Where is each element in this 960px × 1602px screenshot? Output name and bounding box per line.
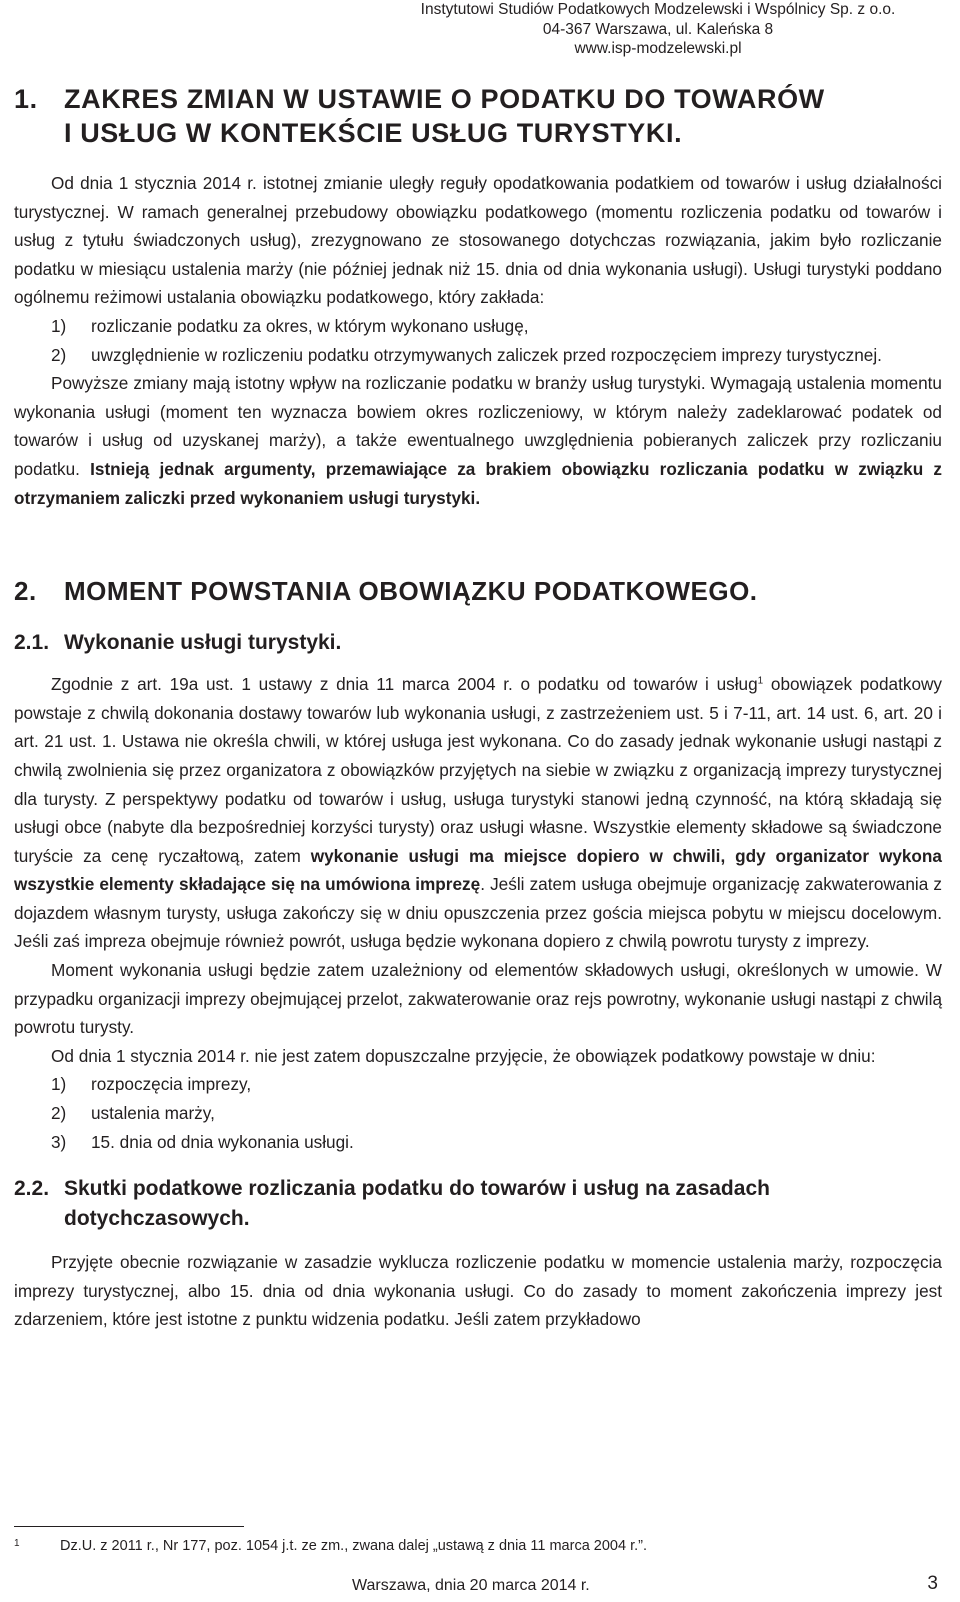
paragraph-bold-text: wykonanie usługi ma miejsce dopiero w chwili, gdy organizator wykona wszystkie elementy składające się na umówiona imprezę [14,845,942,895]
section-2-1-title: Wykonanie usługi turystyki. [64,631,342,655]
section-1-heading [14,82,942,150]
list-item [14,341,942,370]
section-1-title-line2: I USŁUG W KONTEKŚCIE USŁUG TURYSTYKI. [64,118,683,148]
footnote-number: 1 [14,1538,20,1549]
letterhead-website: www.isp-modzelewski.pl [574,40,742,57]
paragraph-text: Powyższe zmiany mają istotny wpływ na rozliczanie podatku w branży usług turystyki. Wymagają ustalenia momentu wykonania usługi (moment ten wyznacza bowiem okres rozliczeniowy, w którym należy zadeklarować podatek od towarów i usług od uzyskanej marży), a także ewentualnego uwzględnienia pobieranych zaliczek przy rozliczaniu podatku. [14,373,942,479]
list-item-number: 3) [51,1131,67,1152]
paragraph-text: . Jeśli zatem usługa obejmuje organizację zakwaterowania z dojazdem własnym turysty, usługa zakończy się w dniu opuszczenia przez gościa miejsca pobytu w miejscu docelowym. Jeśli zaś impreza obejmuje również powrót, usługa będzie wykonana dopiero z chwilą powrotu turysty z imprezy. [14,874,942,952]
letterhead [398,0,918,59]
section-1-number: 1. [14,84,38,114]
footnote-ref: 1 [757,675,764,687]
section-2-number: 2. [14,576,37,607]
section-2-1-paragraph-2: Moment wykonania usługi będzie zatem uzależniony od elementów składowych usługi, określonych w umowie. W przypadku organizacji imprezy obejmującej przelot, zakwaterowanie oraz rejs powrotny, wykonanie usługi nastąpi z chwilą powrotu turysty. [14,960,942,1038]
list-item-text: ustalenia marży, [91,1103,215,1124]
section-2-2-number: 2.2. [14,1177,50,1201]
section-2-1-paragraph-3: Od dnia 1 stycznia 2014 r. nie jest zatem dopuszczalne przyjęcie, że obowiązek podatkowy powstaje w dniu: [51,1045,876,1066]
paragraph-text: obowiązek podatkowy powstaje z chwilą dokonania dostawy towarów lub wykonania usługi, z zastrzeżeniem ust. 5 i 7-11, art. 14 ust. 6, art. 20 i art. 21 ust. 1. Ustawa nie określa chwili, w której usługa jest wykonana. Co do zasady jednak wykonanie usługi nastąpi z chwilą zwolnienia się przez organizatora z obowiązków przyjętych na siebie w związku z organizacją imprezy turystycznej dla turysty. Z perspektywy podatku od towarów i usług, usługa turystyki stanowi jedną czynność, na którą składają się usługi obce (nabyte dla bezpośredniej korzyści turysty) oraz usługi własne. Wszystkie elementy składowe są świadczone turyście za cenę ryczałtową, zatem [14,674,943,866]
section-1-paragraph-1: Od dnia 1 stycznia 2014 r. istotnej zmianie uległy reguły opodatkowania podatkiem od towarów i usług działalności turystycznej. W ramach generalnej przebudowy obowiązku podatkowego (momentu rozliczenia podatku od towarów i usług z tytułu świadczonych usług), zrezygnowano ze stosowanego dotychczas rozwiązania, jakim było rozliczanie podatku w miesiącu ustalenia marży (nie później jednak niż 15. dnia od dnia wykonania usługi). Usługi turystyki poddano ogólnemu reżimowi ustalania obowiązku podatkowego, który zakłada: [14,173,942,308]
section-2-2-title-line1: Skutki podatkowe rozliczania podatku do towarów i usług na zasadach [64,1177,770,1201]
list-item-number: 1) [51,315,67,336]
section-1-paragraph-2 [14,369,942,512]
list-item [14,1128,942,1157]
list-item-text: uwzględnienie w rozliczeniu podatku otrzymywanych zaliczek przed rozpoczęciem imprezy turystycznej. [91,344,882,365]
section-1-title-line1: ZAKRES ZMIAN W USTAWIE O PODATKU DO TOWARÓW [64,84,825,114]
footer-place-date: Warszawa, dnia 20 marca 2014 r. [352,1577,590,1594]
list-item-text: rozliczanie podatku za okres, w którym wykonano usługę, [91,315,529,336]
letterhead-company: Instytutowi Studiów Podatkowych Modzelewski i Wspólnicy Sp. z o.o. [420,1,896,18]
section-2-1-heading [14,628,942,658]
footnote [14,1538,942,1554]
section-2-1-paragraph-1 [14,670,942,956]
section-2-heading [14,574,942,608]
footnote-divider [14,1526,244,1527]
list-item-text: rozpoczęcia imprezy, [91,1074,252,1095]
paragraph-text: Zgodnie z art. 19a ust. 1 ustawy z dnia 11 marca 2004 r. o podatku od towarów i usług [51,674,758,695]
list-item [14,312,942,341]
list-item-number: 1) [51,1074,67,1095]
paragraph-bold-text: Istnieją jednak argumenty, przemawiające za brakiem obowiązku rozliczania podatku w związku z otrzymaniem zaliczki przed wykonaniem usługi turystyki. [14,458,942,508]
letterhead-address: 04-367 Warszawa, ul. Kaleńska 8 [542,20,774,38]
footnote-text: Dz.U. z 2011 r., Nr 177, poz. 1054 j.t. ze zm., zwana dalej „ustawą z dnia 11 marca 2004 r.”. [60,1538,647,1554]
list-item [14,1070,942,1099]
section-2-2-title-line2: dotychczasowych. [64,1207,250,1231]
list-item-text: 15. dnia od dnia wykonania usługi. [91,1131,354,1152]
list-item-number: 2) [51,344,67,365]
section-2-2-heading [14,1174,942,1234]
page-number: 3 [927,1573,938,1594]
section-2-title: MOMENT POWSTANIA OBOWIĄZKU PODATKOWEGO. [64,576,758,607]
section-2-1-number: 2.1. [14,631,50,655]
list-item-number: 2) [51,1103,67,1124]
section-2-2-paragraph-1: Przyjęte obecnie rozwiązanie w zasadzie wyklucza rozliczenie podatku w momencie ustalenia marży, rozpoczęcia imprezy turystycznej, albo 15. dnia od dnia wykonania usługi. Co do zasady to moment zakończenia imprezy jest zdarzeniem, które jest istotne z punktu widzenia podatku. Jeśli zatem przykładowo [14,1252,942,1330]
list-item [14,1099,942,1128]
page-content [14,82,942,1334]
